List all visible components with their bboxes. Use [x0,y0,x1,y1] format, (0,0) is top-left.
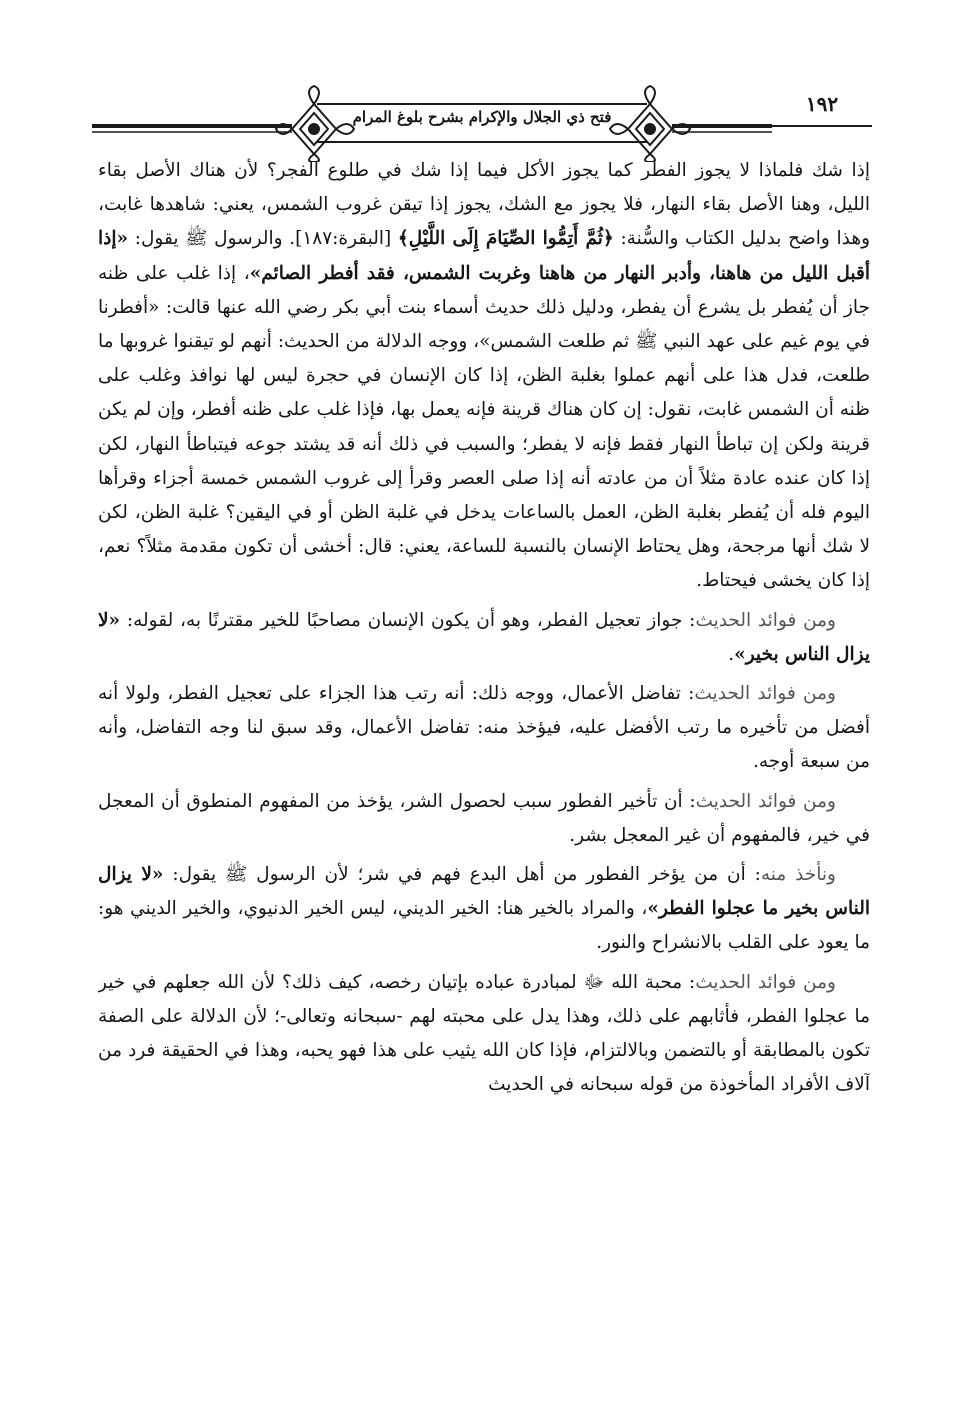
text-run: ، ووجه الدلالة من الحديث: أنهم لو تيقنوا غروبها ما طلعت، فدل هذا على أنهم عملوا بغلبة الظن، إذا كان الإنسان في حجرة ليس لها نوافذ وغلب على ظنه أن الشمس غابت، نقول: إن كان هناك قرينة فإنه يعمل بها، فإذا غلب على ظنه أفطر، وإن لم يكن قرينة ولكن إن تباطأ النهار فقط فإنه لا يفطر؛ والسبب في ذلك أنه قد يشتد جوعه فيتباطأ النهار، لكن إذا كان عنده عادة مثلاً أن من عادته أنه إذا صلى العصر وقرأ إلى غروب الشمس خمسة أجزاء وقرأها اليوم فله أن يُفطر بغلبة الظن، العمل بالساعات يدخل في غلبة الظن أو في اليقين؟ غلبة الظن، لكن لا شك أنها مرجحة، وهل يحتاط الإنسان بالنسبة للساعة، يعني: قال: أخشى أن تكون مقدمة مثلاً؟ نعم، إذا كان يخشى فيحتاط. [98,331,870,592]
hadith-quote: «أفطرنا في يوم غيم على عهد النبي ﷺ ثم طلعت الشمس» [98,296,870,353]
text-run: : محبة الله ﷻ لمبادرة عباده بإتيان رخصه، كيف ذلك؟ لأن الله جعلهم في خير ما عجلوا الفطر، فأثابهم على ذلك، وهذا يدل على محبته لهم -سبحانه وتعالى-؛ لأن الدلالة على الصفة تكون بالمطابقة أو بالتضمن وبالالتزام، فإذا كان الله يثيب على هذا فهو يحبه، وهذا في الحقيقة فرد من آلاف الأفراد المأخوذة من قوله سبحانه في الحديث [98,971,870,1096]
paragraph [98,154,870,599]
text-run: [البقرة:١٨٧]. والرسول ﷺ يقول: [128,228,398,250]
text-run: ، والمراد بالخير هنا: الخير الديني، ليس الخير الدنيوي، والخير الديني هو: ما يعود على القلب بالانشراح والنور. [98,898,870,954]
text-run: ، إذا غلب على ظنه جاز أن يُفطر بل يشرع أن يفطر، ودليل ذلك حديث أسماء بنت أبي بكر رضي الله عنها قالت: [98,262,870,318]
paragraph [98,677,870,780]
paragraph [98,858,870,961]
text-run: . [728,643,735,665]
text-run: : أن تأخير الفطور سبب لحصول الشر، يؤخذ من المفهوم المنطوق أن المعجل في خير، فالمفهوم أن غير المعجل بشر. [98,790,870,846]
lead-phrase: ومن فوائد الحديث [695,971,836,993]
text-run: : جواز تعجيل الفطر، وهو أن يكون الإنسان مصاحبًا للخير مقترنًا به، لقوله: [120,609,696,631]
text-run: : تفاضل الأعمال، ووجه ذلك: أنه رتب هذا الجزاء على تعجيل الفطر، ولولا أنه أفضل من تأخيره ما رتب الأفضل عليه، فيؤخذ منه: تفاضل الأعمال، وقد سبق لنا وجه التفاضل، وأنه من سبعة أوجه. [98,683,870,773]
text-run: إذا شك فلماذا لا يجوز الفطر كما يجوز الأكل فيما إذا شك في طلوع الفجر؟ لأن هناك الأصل بقاء الليل، وهنا الأصل بقاء النهار، فلا يجوز مع الشك، يجوز إذا تيقن غروب الشمس، يعني: شاهدها غابت، وهذا واضح بدليل الكتاب والسُّنة: [98,160,870,250]
hadith-quote: «لا يزال الناس بخير» [98,609,870,665]
quran-verse: ﴿ثُمَّ أَتِمُّوا الصِّيَامَ إِلَى اللَّيْلِ﴾ [397,228,614,250]
lead-phrase: ومن فوائد الحديث [694,683,836,705]
book-title: فتح ذي الجلال والإكرام بشرح بلوغ المرام [352,108,612,126]
body-text [98,154,870,1374]
hadith-quote: «لا يزال الناس بخير ما عجلوا الفطر» [98,864,870,920]
lead-phrase: ونأخذ منه [760,864,836,886]
paragraph [98,604,870,672]
hadith-quote: «إذا أقبل الليل من هاهنا، وأدبر النهار من هاهنا وغربت الشمس، فقد أفطر الصائم» [98,228,870,284]
lead-phrase: ومن فوائد الحديث [695,609,836,631]
text-run: : أن من يؤخر الفطور من أهل البدع فهم في شر؛ لأن الرسول ﷺ يقول: [163,864,761,886]
right-ornament [610,86,690,162]
page-number: ١٩٢ [805,92,839,116]
paragraph [98,966,870,1103]
paragraph [98,785,870,853]
lead-phrase: ومن فوائد الحديث [695,790,836,812]
page-header [92,84,872,162]
